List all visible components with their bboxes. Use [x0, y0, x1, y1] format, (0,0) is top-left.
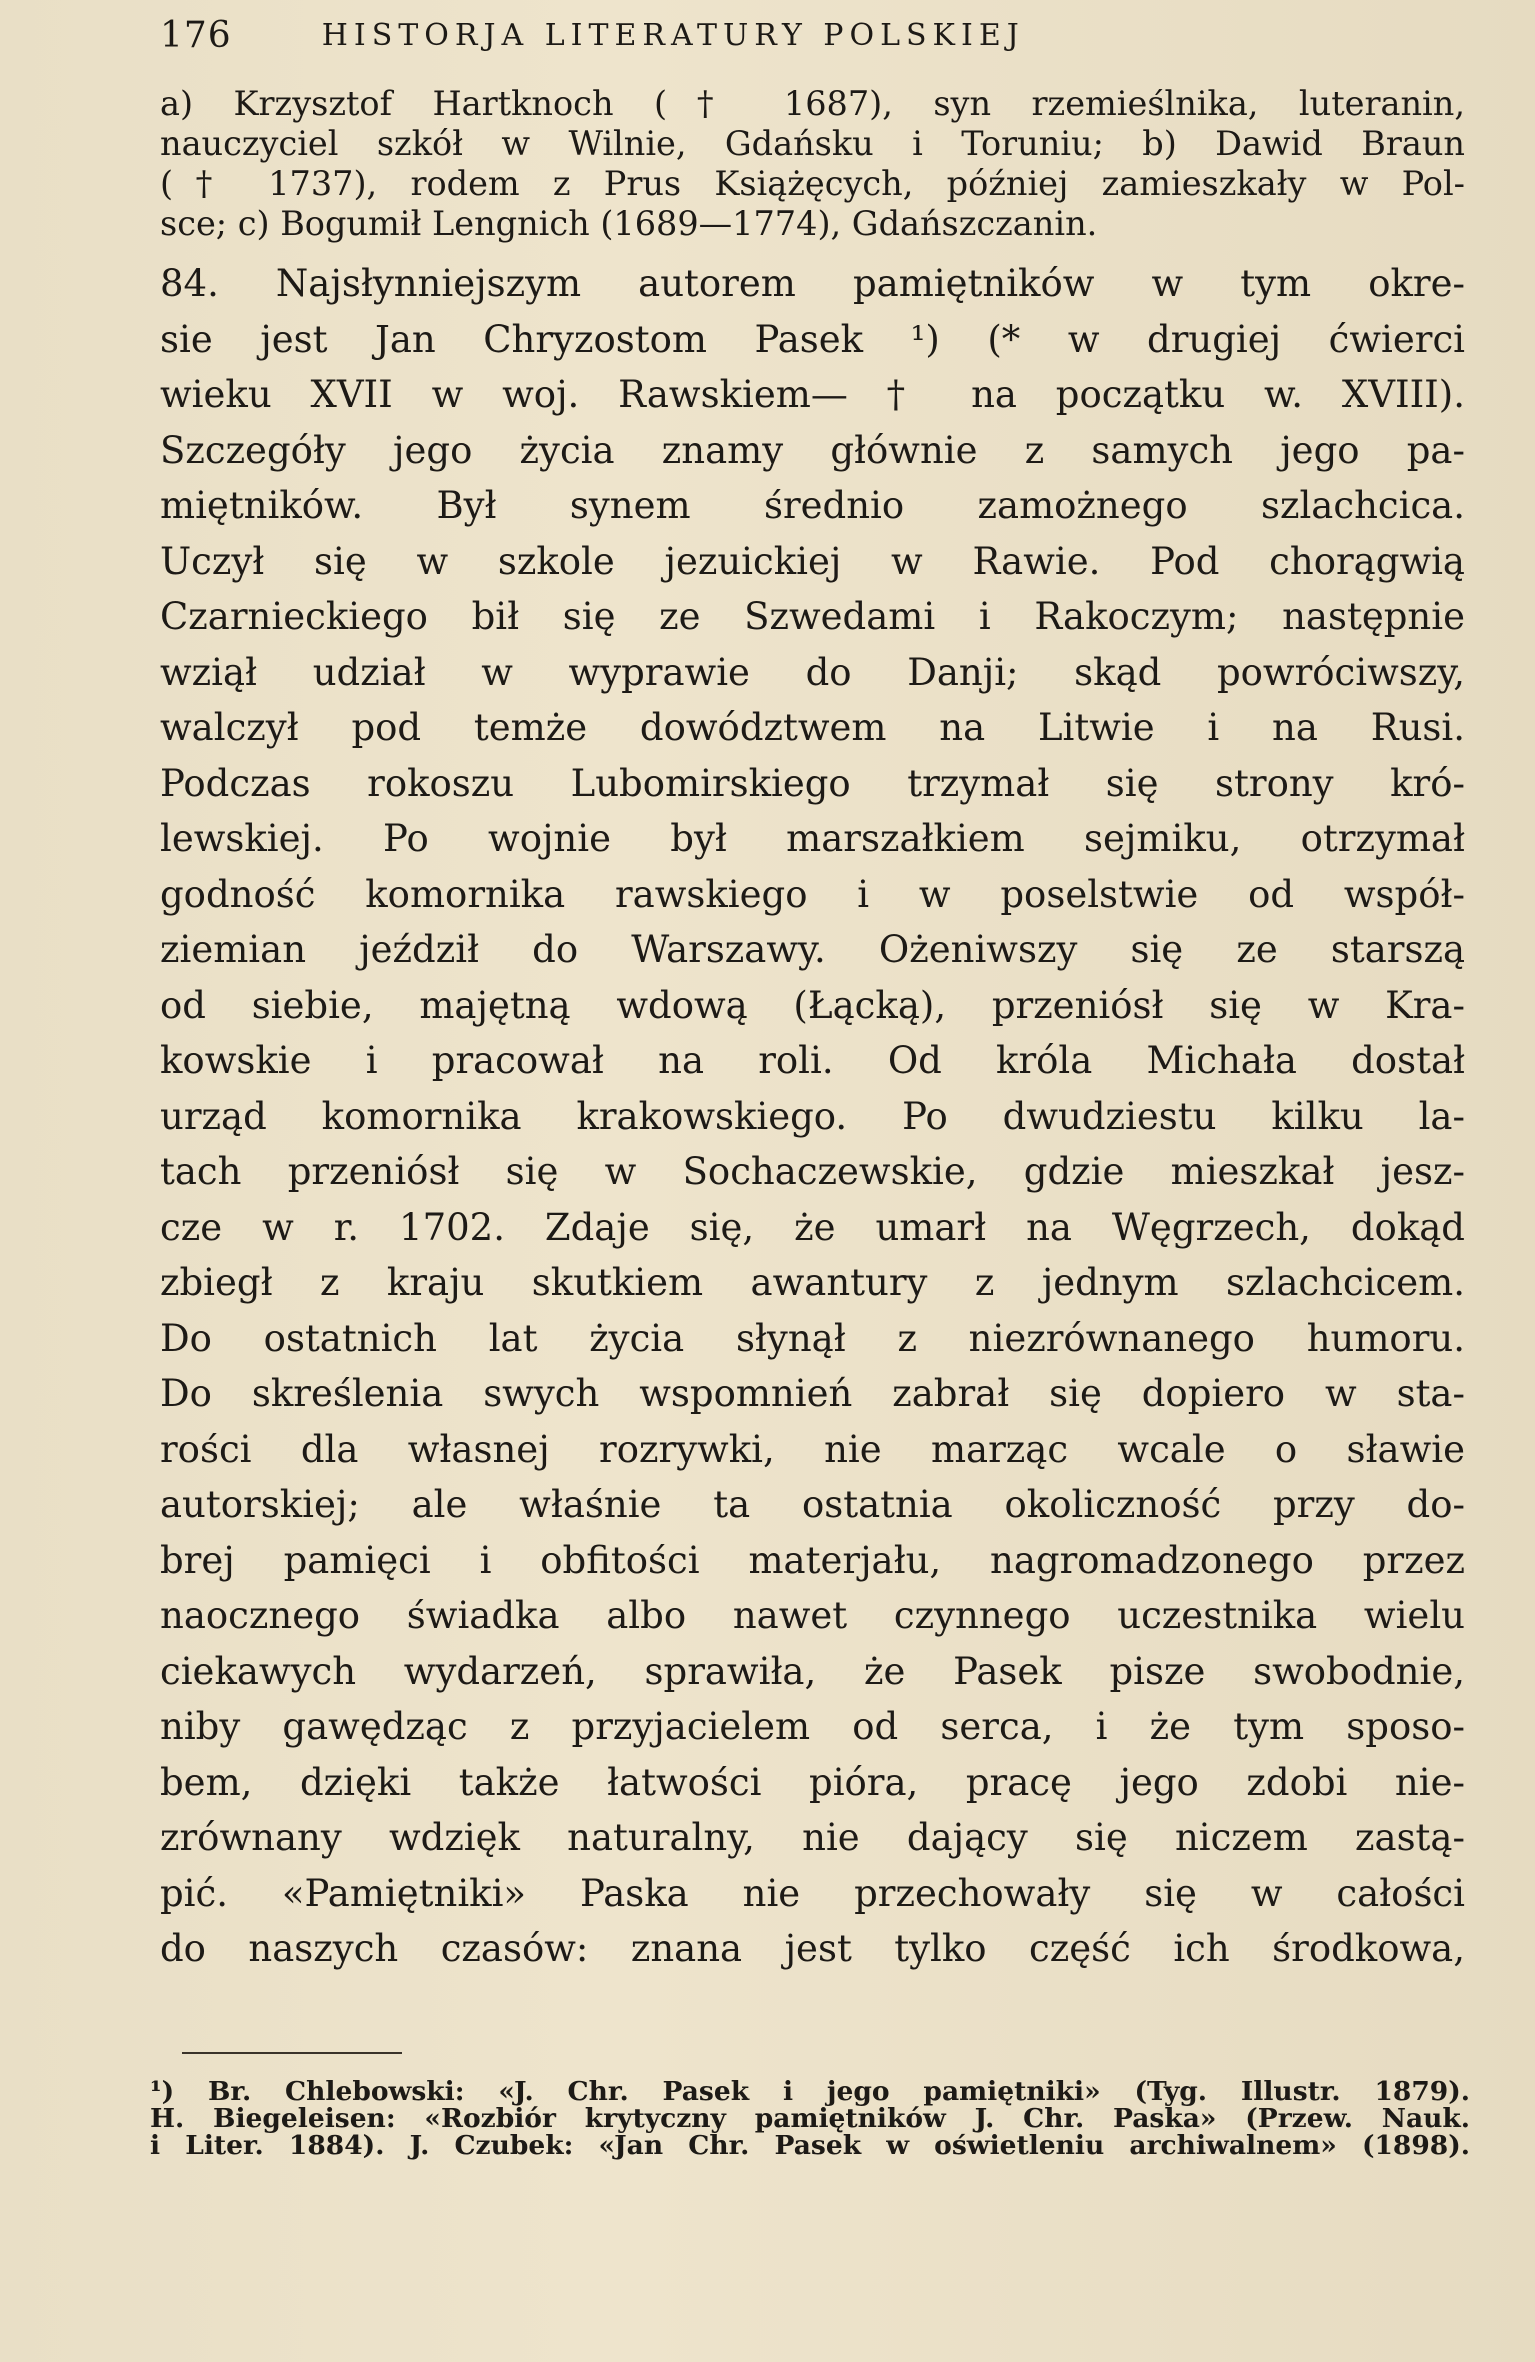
- text-line: nauczyciel szkół w Wilnie, Gdańsku i Toruniu; b) Dawid Braun: [160, 124, 1465, 163]
- text-line: rości dla własnej rozrywki, nie marząc wcale o sławie: [160, 1427, 1465, 1471]
- text-line: Do skreślenia swych wspomnień zabrał się dopiero w sta-: [160, 1372, 1465, 1415]
- text-line: cze w r. 1702. Zdaje się, że umarł na Węgrzech, dokąd: [160, 1205, 1465, 1249]
- text-line: zbiegł z kraju skutkiem awantury z jednym szlachcicem.: [160, 1261, 1465, 1304]
- text-line: sie jest Jan Chryzostom Pasek ¹) (* w drugiej ćwierci: [160, 317, 1465, 361]
- footnote-divider: [182, 2052, 402, 2054]
- running-title: HISTORJA LITERATURY POLSKIEJ: [321, 17, 1025, 53]
- text-line: wieku XVII w woj. Rawskiem— † na początku w. XVIII).: [160, 373, 1465, 416]
- text-line: ziemian jeździł do Warszawy. Ożeniwszy się ze starszą: [160, 928, 1465, 971]
- text-line: brej pamięci i obfitości materjału, nagromadzonego przez: [160, 1538, 1465, 1582]
- text-line: autorskiej; ale właśnie ta ostatnia okoliczność przy do-: [160, 1483, 1465, 1526]
- text-line: naocznego świadka albo nawet czynnego uczestnika wielu: [160, 1594, 1465, 1637]
- text-line: sce; c) Bogumił Lengnich (1689—1774), Gdańszczanin.: [160, 204, 1098, 243]
- text-line: ciekawych wydarzeń, sprawiła, że Pasek pisze swobodnie,: [160, 1649, 1465, 1693]
- text-line: kowskie i pracował na roli. Od króla Michała dostał: [160, 1039, 1465, 1082]
- text-line: od siebie, majętną wdową (Łącką), przeniósł się w Kra-: [160, 983, 1465, 1027]
- text-line: lewskiej. Po wojnie był marszałkiem sejmiku, otrzymał: [160, 817, 1465, 860]
- page-number: 176: [160, 14, 232, 56]
- footnote-line: H. Biegeleisen: «Rozbiór krytyczny pamiętników J. Chr. Paska» (Przew. Nauk.: [150, 2103, 1470, 2134]
- text-line: niby gawędząc z przyjacielem od serca, i że tym sposo-: [160, 1705, 1465, 1748]
- text-line: Czarnieckiego bił się ze Szwedami i Rakoczym; następnie: [160, 595, 1465, 638]
- text-line: zrównany wdzięk naturalny, nie dający się niczem zastą-: [160, 1816, 1465, 1859]
- section-84-paragraph: [160, 256, 1465, 1977]
- text-line: wziął udział w wyprawie do Danji; skąd powróciwszy,: [160, 650, 1465, 694]
- text-line: († 1737), rodem z Prus Książęcych, później zamieszkały w Pol-: [160, 164, 1465, 203]
- text-line: 84. Najsłynniejszym autorem pamiętników w tym okre-: [160, 262, 1465, 305]
- text-line: tach przeniósł się w Sochaczewskie, gdzie mieszkał jesz-: [160, 1150, 1465, 1193]
- page-header: [160, 12, 1460, 58]
- intro-paragraph: [160, 84, 1465, 244]
- text-line: urząd komornika krakowskiego. Po dwudziestu kilku la-: [160, 1094, 1465, 1138]
- text-line: pić. «Pamiętniki» Paska nie przechowały się w całości: [160, 1871, 1465, 1915]
- text-line: bem, dzięki także łatwości pióra, pracę jego zdobi nie-: [160, 1760, 1465, 1804]
- body-text: [160, 84, 1465, 1977]
- text-line: a) Krzysztof Hartknoch († 1687), syn rzemieślnika, luteranin,: [160, 84, 1465, 123]
- text-line: walczył pod temże dowództwem na Litwie i na Rusi.: [160, 706, 1465, 749]
- footnote-line: ¹) Br. Chlebowski: «J. Chr. Pasek i jego pamiętniki» (Tyg. Illustr. 1879).: [150, 2076, 1470, 2107]
- text-line: Do ostatnich lat życia słynął z niezrównanego humoru.: [160, 1316, 1465, 1360]
- text-line: miętników. Był synem średnio zamożnego szlachcica.: [160, 484, 1465, 527]
- footnote-line: i Liter. 1884). J. Czubek: «Jan Chr. Pasek w oświetleniu archiwalnem» (1898).: [150, 2130, 1470, 2161]
- footnotes: [150, 2078, 1470, 2159]
- text-line: do naszych czasów: znana jest tylko część ich środkowa,: [160, 1927, 1465, 1970]
- text-line: Szczegóły jego życia znamy głównie z samych jego pa-: [160, 428, 1465, 472]
- text-line: godność komornika rawskiego i w poselstwie od współ-: [160, 872, 1465, 916]
- text-line: Podczas rokoszu Lubomirskiego trzymał się strony kró-: [160, 761, 1465, 805]
- text-line: Uczył się w szkole jezuickiej w Rawie. Pod chorągwią: [160, 539, 1465, 583]
